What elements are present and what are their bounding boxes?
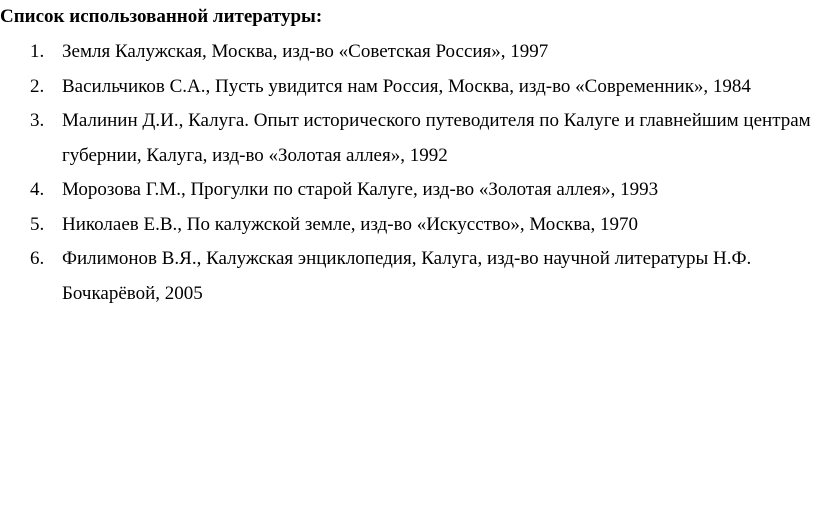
list-item-text: Филимонов В.Я., Калужская энциклопедия, Калуга, изд-во научной литературы Н.Ф. Бочкарёвой, 2005 (62, 248, 752, 304)
list-item (0, 104, 816, 173)
list-item-number: 5. (30, 213, 45, 235)
list-item-text: Васильчиков С.А., Пусть увидится нам Россия, Москва, изд-во «Современник», 1984 (62, 75, 751, 97)
list-item-text: Морозова Г.М., Прогулки по старой Калуге, изд-во «Золотая аллея», 1993 (62, 179, 659, 200)
list-item (0, 173, 816, 208)
list-item (0, 70, 816, 105)
list-item-text: Николаев Е.В., По калужской земле, изд-во «Искусство», Москва, 1970 (62, 213, 639, 235)
list-item (0, 242, 816, 311)
reference-list (0, 35, 816, 311)
page-title: Список использованной литературы: (0, 6, 323, 27)
list-item-number: 2. (30, 75, 45, 97)
list-item-number: 4. (30, 179, 45, 200)
list-item-text: Земля Калужская, Москва, изд-во «Советская Россия», 1997 (62, 41, 549, 62)
list-item-number: 1. (30, 41, 45, 62)
list-item-number: 3. (30, 110, 45, 131)
list-item-number: 6. (30, 248, 45, 269)
list-item (0, 208, 816, 243)
list-item (0, 35, 816, 70)
list-item-text: Малинин Д.И., Калуга. Опыт исторического путеводителя по Калуге и главнейшим центрам губернии, Калуга, изд-во «Золотая аллея», 1992 (62, 110, 811, 166)
